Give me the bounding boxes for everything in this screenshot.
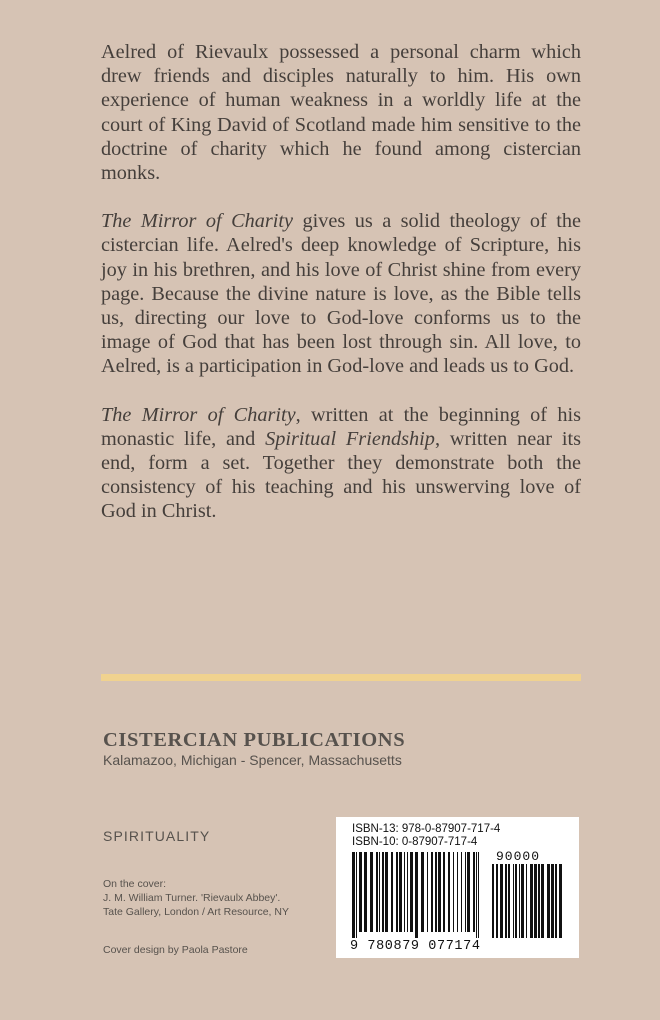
barcode-bar (500, 864, 503, 938)
barcode-bars (336, 817, 579, 958)
barcode-bar (385, 852, 388, 932)
barcode-bar (407, 852, 408, 932)
barcode-bar (359, 852, 362, 932)
publisher-location: Kalamazoo, Michigan - Spencer, Massachusetts (103, 752, 402, 768)
barcode-bar (496, 864, 498, 938)
barcode-bar (438, 852, 441, 932)
blurb-paragraph-3-text-a: , written at the beginning of his monastic life, and (101, 403, 581, 450)
barcode-bar (505, 864, 507, 938)
barcode-bar (559, 864, 562, 938)
barcode-bar (404, 852, 405, 932)
barcode-bar (461, 852, 462, 932)
barcode-bar (555, 864, 557, 938)
barcode-bar (396, 852, 398, 932)
publisher-name: CISTERCIAN PUBLICATIONS (103, 729, 406, 751)
book-title-mirror-of-charity-2: The Mirror of Charity (101, 403, 296, 426)
isbn-barcode (336, 817, 579, 958)
cover-credit-line-1: J. M. William Turner. 'Rievaulx Abbey'. (103, 892, 281, 904)
barcode-bar (534, 864, 537, 938)
barcode-bar (515, 864, 517, 938)
barcode-bar (467, 852, 470, 932)
barcode-bar (538, 864, 540, 938)
barcode-bar (508, 864, 510, 938)
book-title-mirror-of-charity: The Mirror of Charity (101, 210, 294, 233)
barcode-bar (457, 852, 458, 932)
blurb-paragraph-3-text-b: , written near its end, form a set. Together they demonstrate both the consistency of his teaching and his unswerving love of God in Christ. (101, 427, 582, 523)
barcode-bar (399, 852, 402, 932)
barcode-bar (443, 852, 445, 932)
barcode-bar (521, 864, 524, 938)
blurb-paragraph-2 (101, 209, 581, 378)
barcode-bar (364, 852, 367, 932)
barcode-bar (421, 852, 424, 932)
blurb-paragraph-1: Aelred of Rievaulx possessed a personal charm which drew friends and disciples naturally to him. His own experience of human weakness in a worldly life at the court of King David of Scotland made him sensitive to the doctrine of charity which he found among cistercian monks. (101, 41, 581, 185)
design-credit: Cover design by Paola Pastore (103, 944, 248, 956)
barcode-bar (431, 852, 433, 932)
barcode-bar (376, 852, 378, 932)
barcode-bar (415, 852, 418, 938)
isbn-13-label: ISBN-13: 978-0-87907-717-4 (352, 823, 501, 835)
barcode-bar (541, 864, 544, 938)
barcode-bar (473, 852, 475, 932)
blurb-paragraph-3 (101, 403, 581, 524)
barcode-bar (382, 852, 384, 932)
barcode-bar (352, 852, 355, 938)
barcode-bar (427, 852, 428, 932)
barcode-bar (410, 852, 413, 932)
barcode-bar (356, 852, 357, 938)
barcode-bar (391, 852, 393, 932)
barcode-bar (478, 852, 479, 938)
barcode-bar (513, 864, 514, 938)
barcode-digits: 9 780879 077174 (350, 939, 481, 954)
barcode-bar (519, 864, 520, 938)
barcode-bar (530, 864, 533, 938)
barcode-bar (551, 864, 554, 938)
cover-credit (103, 877, 289, 919)
barcode-bar (465, 852, 466, 932)
barcode-bar (435, 852, 437, 932)
book-title-spiritual-friendship: Spiritual Friendship (265, 427, 435, 450)
barcode-bar (370, 852, 373, 932)
barcode-bar (492, 864, 494, 938)
category-label: SPIRITUALITY (103, 828, 211, 844)
isbn-10-label: ISBN-10: 0-87907-717-4 (352, 836, 478, 848)
barcode-bar (379, 852, 380, 932)
barcode-bar (547, 864, 550, 938)
cover-credit-heading: On the cover: (103, 878, 167, 890)
divider-rule (101, 674, 581, 681)
price-code: 90000 (496, 849, 541, 864)
blurb-paragraph-2-text: gives us a solid theology of the cistercian life. Aelred's deep knowledge of Scripture, his joy in his brethren, and his love of Christ shine from every page. Because the divine nature is love, as the Bible tells us, directing our love to God-love conforms us to the image of God that has been lost through sin. All love, to Aelred, is a participation in God-love and leads us to God. (101, 210, 581, 378)
barcode-bar (476, 852, 477, 938)
cover-credit-line-2: Tate Gallery, London / Art Resource, NY (103, 906, 289, 918)
barcode-bar (448, 852, 450, 932)
barcode-bar (453, 852, 454, 932)
back-cover-blurb (101, 40, 581, 548)
barcode-bar (526, 864, 527, 938)
